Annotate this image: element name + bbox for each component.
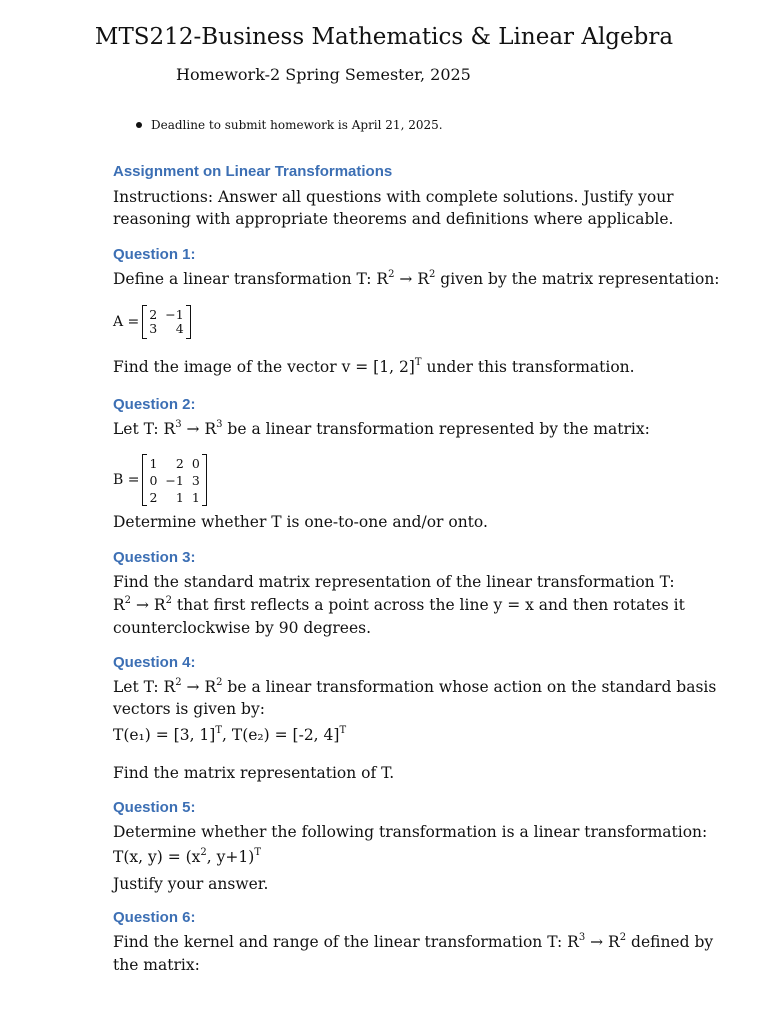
question-3-heading: Question 3:	[113, 549, 196, 566]
question-3-line-1: Find the standard matrix representation of the linear transformation T:	[113, 573, 675, 591]
question-5-line-1: Determine whether the following transformation is a linear transformation:	[113, 823, 708, 841]
matrix-b-label: B =	[113, 472, 140, 488]
question-1-text: Define a linear transformation T: $R^2 \to R^2$ given by the matrix representation:	[113, 268, 720, 288]
instructions-line-2: reasoning with appropriate theorems and definitions where applicable.	[113, 210, 674, 228]
question-6-heading: Question 6:	[113, 909, 196, 926]
question-4-heading: Question 4:	[113, 654, 196, 671]
matrix-a-cells	[147, 308, 185, 336]
question-1-heading: Question 1:	[113, 246, 196, 263]
deadline-bullet	[136, 116, 443, 134]
document-subtitle: Homework-2 Spring Semester, 2025	[176, 65, 471, 84]
matrix-cell: 2	[175, 455, 184, 471]
question-5-heading: Question 5:	[113, 799, 196, 816]
matrix-cell: 0	[149, 472, 158, 488]
question-5-line-2: T(x, $y) = (x^2$, y+1)$^T$	[113, 846, 261, 866]
question-6-line-2: the matrix:	[113, 956, 200, 974]
document-title: MTS212-Business Mathematics & Linear Algebra	[94, 24, 674, 50]
question-2-heading: Question 2:	[113, 396, 196, 413]
question-4-line-3: T(e₁) = [3, 1]$^T$, T(e₂) = [-2, 4]$^T$	[113, 724, 347, 744]
matrix-a	[113, 305, 191, 339]
matrix-right-bracket	[186, 305, 191, 339]
matrix-b-cells	[147, 455, 201, 506]
matrix-cell: 0	[191, 455, 200, 471]
question-1-task: Find the image of the vector v = [1, 2]$^T$ under this transformation.	[113, 356, 635, 376]
matrix-cell: 2	[149, 489, 158, 505]
matrix-cell: 2	[149, 307, 158, 322]
question-6-line-1: Find the kernel and range of the linear transformation T: $R^3 \to R^2$ defined by	[113, 931, 714, 951]
question-5-line-3: Justify your answer.	[113, 875, 269, 893]
bullet-icon	[136, 122, 142, 128]
question-3-line-3: counterclockwise by 90 degrees.	[113, 619, 372, 637]
question-2-task: Determine whether T is one-to-one and/or onto.	[113, 513, 488, 531]
matrix-right-bracket	[202, 454, 207, 506]
matrix-cell: 1	[175, 489, 184, 505]
deadline-text: Deadline to submit homework is April 21, 2025.	[151, 118, 443, 132]
matrix-cell: 3	[191, 472, 200, 488]
assignment-heading: Assignment on Linear Transformations	[113, 163, 393, 180]
question-3-line-2: $R^2 \to R^2$ that first reflects a point across the line y = x and then rotates it	[113, 594, 685, 614]
instructions-line-1: Instructions: Answer all questions with complete solutions. Justify your	[113, 188, 674, 206]
question-4-line-4: Find the matrix representation of T.	[113, 764, 395, 782]
matrix-cell: −1	[165, 472, 184, 488]
matrix-b	[113, 454, 207, 506]
matrix-cell: 1	[149, 455, 158, 471]
question-4-line-1: Let T: $R^2 \to R^2$ be a linear transformation whose action on the standard basis	[113, 676, 717, 696]
question-2-text: Let T: $R^3 \to R^3$ be a linear transformation represented by the matrix:	[113, 418, 650, 438]
matrix-cell: 1	[191, 489, 200, 505]
matrix-cell: 4	[175, 321, 184, 336]
question-4-line-2: vectors is given by:	[113, 700, 265, 718]
matrix-cell: 3	[149, 321, 158, 336]
matrix-cell: −1	[165, 307, 184, 322]
matrix-a-label: A =	[113, 314, 140, 330]
